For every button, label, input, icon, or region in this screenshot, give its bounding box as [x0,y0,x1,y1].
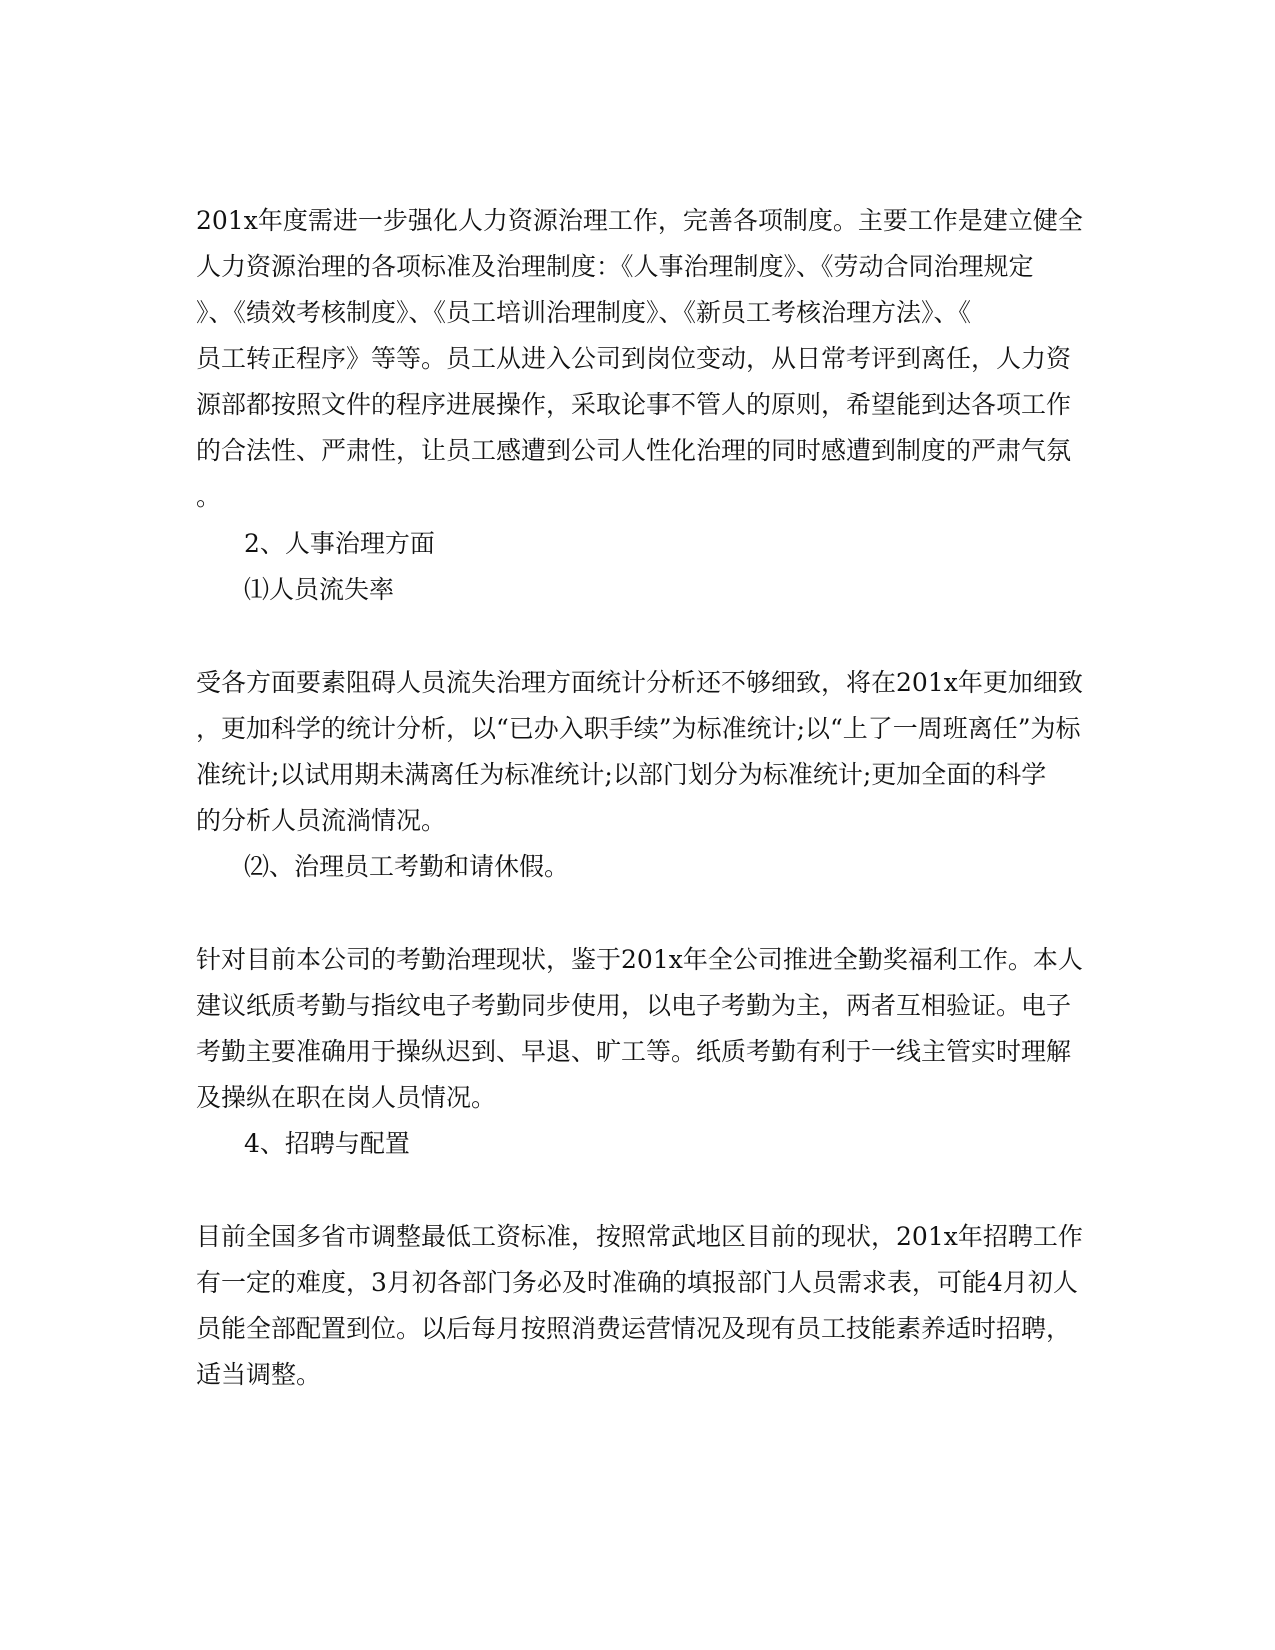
paragraph-4-line-4: 适当调整。 [196,1360,322,1389]
subsection-heading-attendance: ⑵、治理员工考勤和请休假。 [244,852,570,881]
section-heading-personnel: 2、人事治理方面 [244,529,435,558]
paragraph-3-line-4: 及操纵在职在岗人员情况。 [196,1083,497,1112]
paragraph-2-line-4: 的分析人员流淌情况。 [196,806,447,835]
paragraph-1-line-1: 201x年度需进一步强化人力资源治理工作，完善各项制度。主要工作是建立健全 [196,206,1083,235]
paragraph-1-line-6: 的合法性、严肃性，让员工感遭到公司人性化治理的同时感遭到制度的严肃气氛 [196,436,1072,465]
section-heading-recruitment: 4、招聘与配置 [244,1129,410,1158]
paragraph-4-line-2: 有一定的难度，3月初各部门务必及时准确的填报部门人员需求表，可能4月初人 [196,1268,1078,1297]
paragraph-2-line-2: ，更加科学的统计分析，以“已办入职手续”为标准统计;以“上了一周班离任”为标 [196,714,1081,743]
paragraph-3-line-3: 考勤主要准确用于操纵迟到、早退、旷工等。纸质考勤有利于一线主管实时理解 [196,1037,1072,1066]
subsection-heading-turnover: ⑴人员流失率 [244,575,395,604]
paragraph-3-line-1: 针对目前本公司的考勤治理现状，鉴于201x年全公司推进全勤奖福利工作。本人 [196,945,1083,974]
paragraph-4-line-3: 员能全部配置到位。以后每月按照消费运营情况及现有员工技能素养适时招聘， [196,1314,1072,1343]
paragraph-1-line-4: 员工转正程序》等等。员工从进入公司到岗位变动，从日常考评到离任，人力资 [196,344,1072,373]
paragraph-2-line-1: 受各方面要素阻碍人员流失治理方面统计分析还不够细致，将在201x年更加细致 [196,668,1083,697]
paragraph-1-line-5: 源部都按照文件的程序进展操作，采取论事不管人的原则，希望能到达各项工作 [196,390,1072,419]
paragraph-1-line-3: 》、《绩效考核制度》、《员工培训治理制度》、《新员工考核治理方法》、《 [196,298,972,327]
paragraph-3-line-2: 建议纸质考勤与指纹电子考勤同步使用，以电子考勤为主，两者互相验证。电子 [196,991,1072,1020]
paragraph-1-line-2: 人力资源治理的各项标准及治理制度：《人事治理制度》、《劳动合同治理规定 [196,252,1034,281]
paragraph-4-line-1: 目前全国多省市调整最低工资标准，按照常武地区目前的现状，201x年招聘工作 [196,1222,1083,1251]
paragraph-1-line-7: 。 [196,482,222,511]
paragraph-2-line-3: 准统计;以试用期未满离任为标准统计;以部门划分为标准统计;更加全面的科学 [196,760,1047,789]
